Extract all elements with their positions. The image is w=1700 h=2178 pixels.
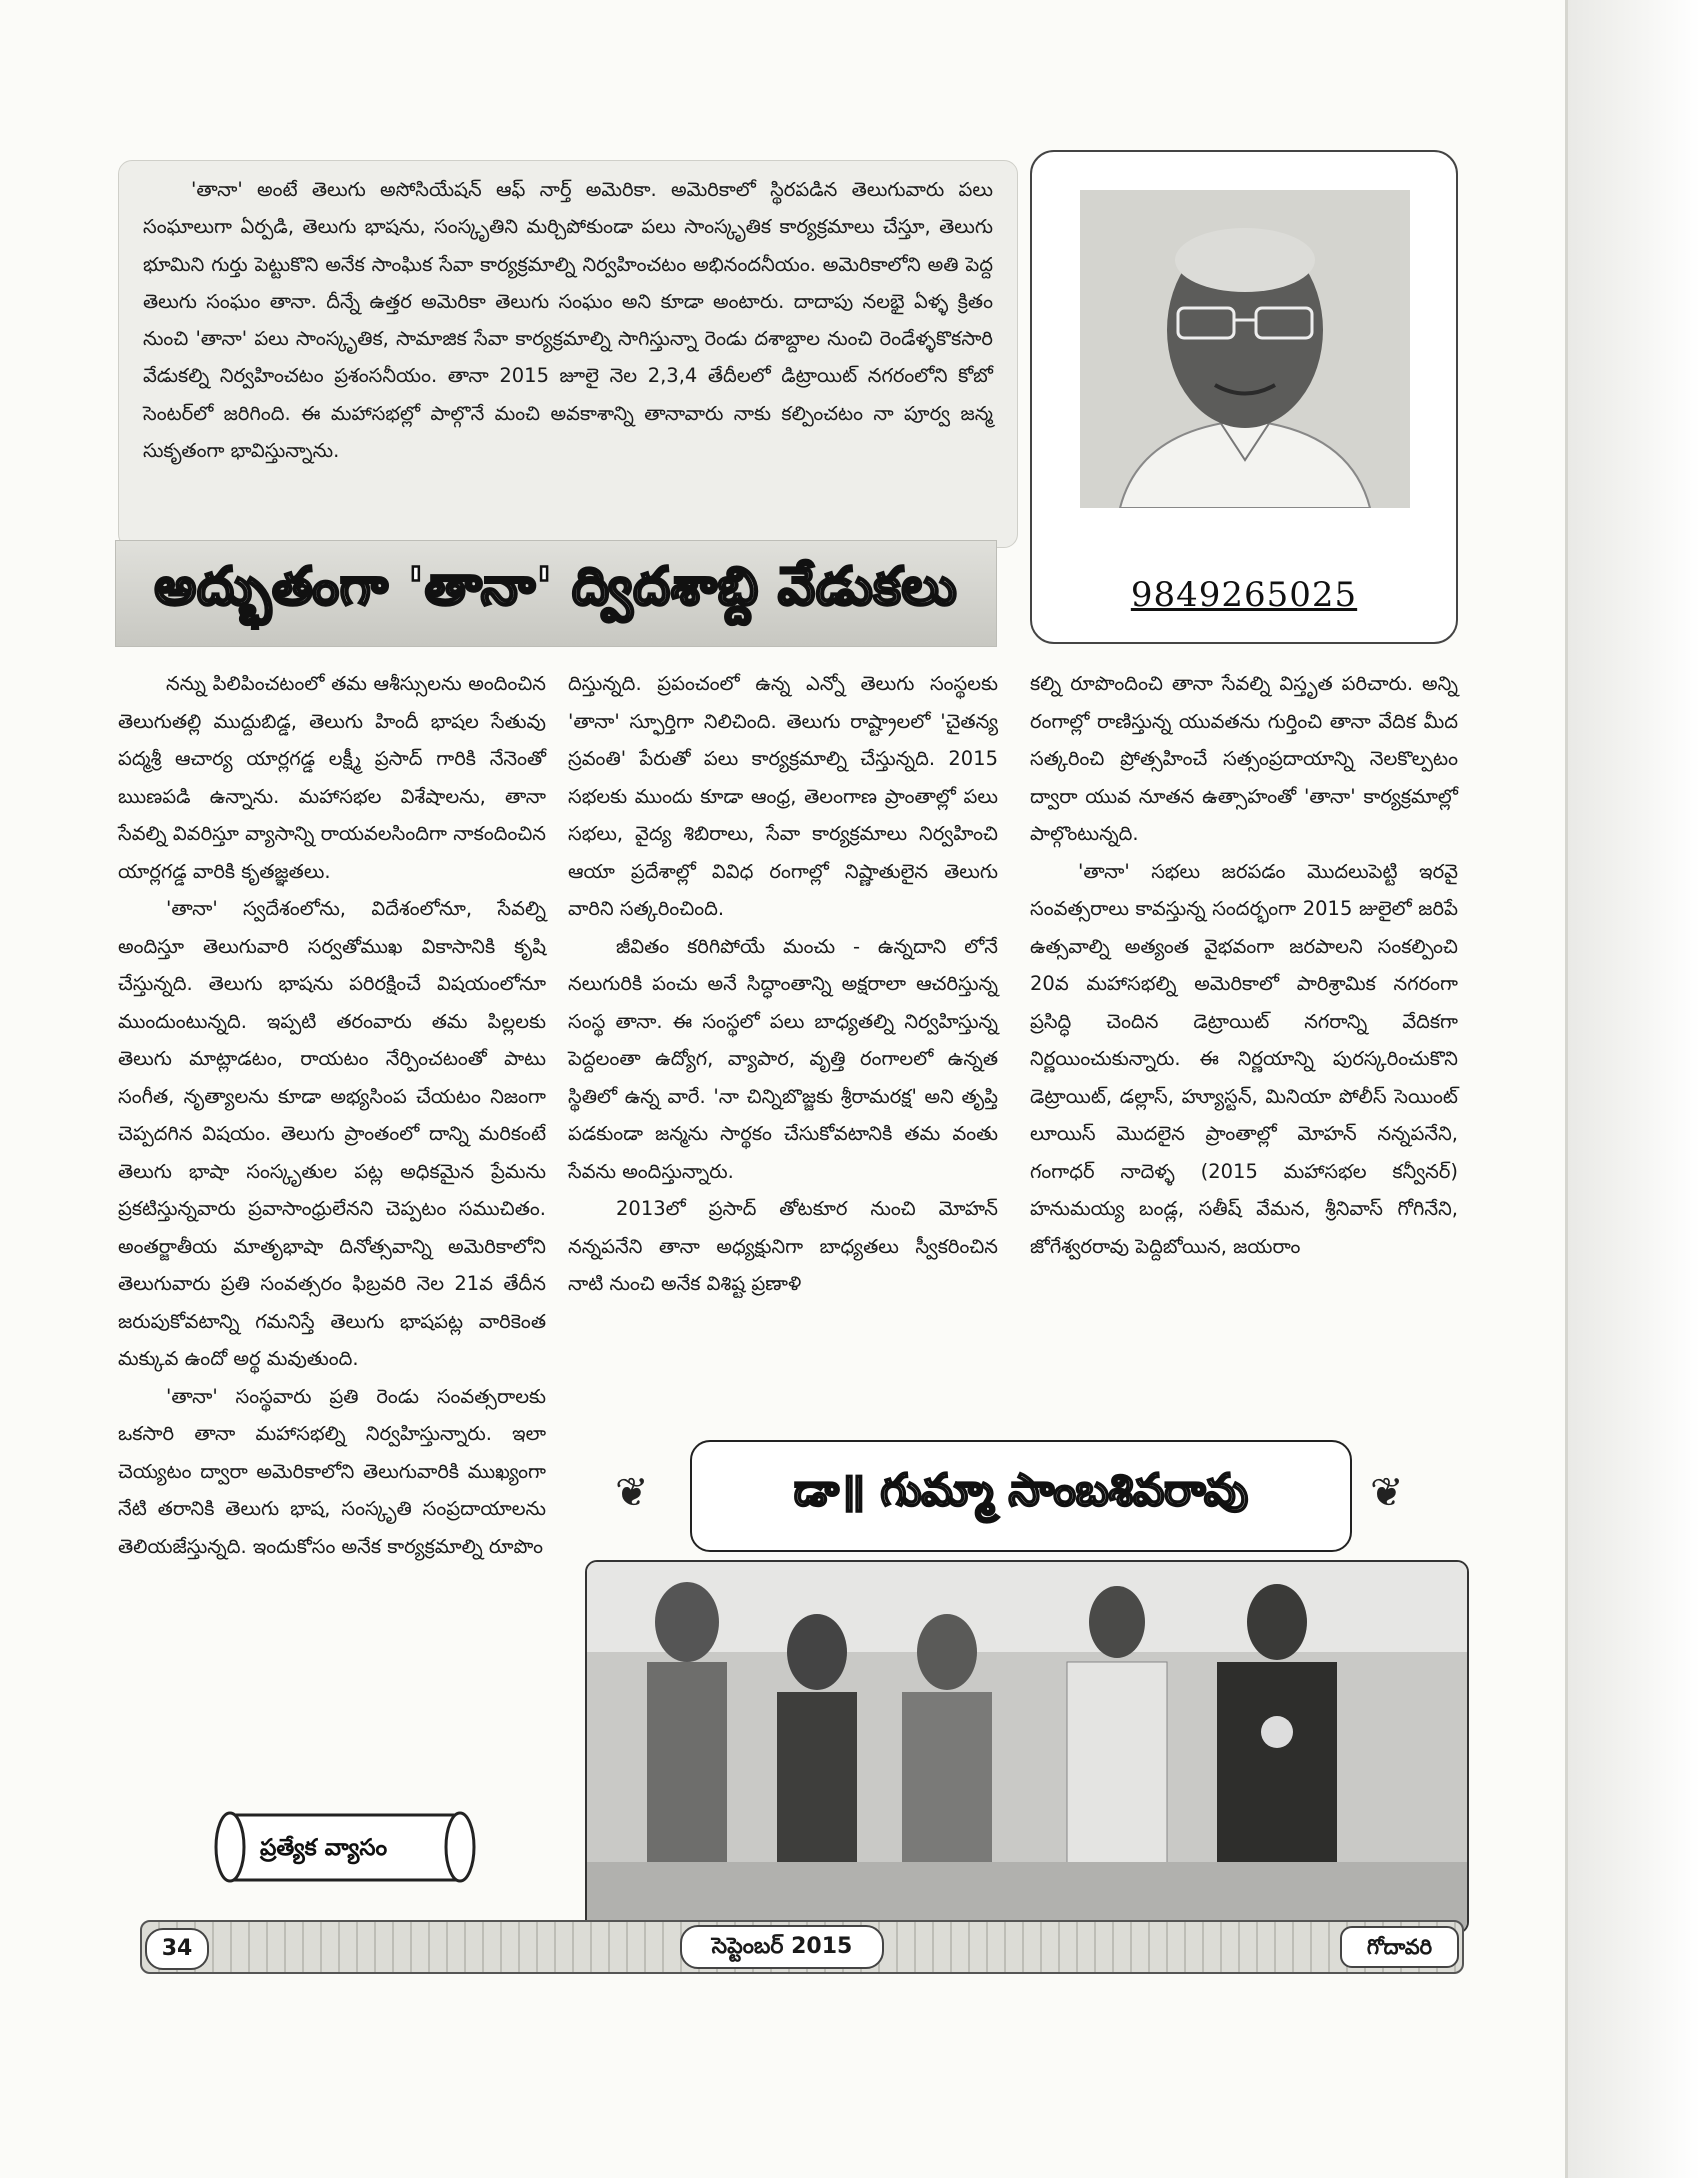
intro-box [118,160,1018,548]
column-3 [1030,665,1458,1265]
flourish-ornament-icon-right: ❦ [1370,1470,1404,1516]
magazine-name: గోదావరి [1340,1926,1459,1968]
column-3-para-1: కల్ని రూపొందించి తానా సేవల్ని విస్తృత పరిచారు. అన్ని రంగాల్లో రాణిస్తున్న యువతను గుర్తించి తానా వేదిక మీద సత్కరించి ప్రోత్సహించే సత్సంప్రదాయాన్ని నెలకొల్పటం ద్వారా యువ నూతన ఉత్సాహంతో 'తానా' కార్యక్రమాల్లో పాల్గొంటున్నది. [1030,672,1458,845]
issue-date: సెప్టెంబర్ 2015 [680,1925,884,1969]
event-group-photo [585,1560,1469,1934]
column-1-para-1: నన్ను పిలిపించటంలో తమ ఆశీస్సులను అందించిన తెలుగుతల్లి ముద్దుబిడ్డ, తెలుగు హిందీ భాషల సేతువు పద్మశ్రీ ఆచార్య యార్లగడ్డ లక్ష్మీ ప్రసాద్ గారికి నేనెంతో ఋణపడి ఉన్నాను. మహాసభల విశేషాలను, తానా సేవల్ని వివరిస్తూ వ్యాసాన్ని రాయవలసిందిగా నాకందించిన యార్లగడ్డ వారికి కృతజ్ఞతలు. [118,672,546,883]
page-edge [1568,0,1700,2178]
column-1-para-3: 'తానా' సంస్థవారు ప్రతి రెండు సంవత్సరాలకు ఒకసారి తానా మహాసభల్ని నిర్వహిస్తున్నారు. ఇలా చెయ్యటం ద్వారా అమెరికాలోని తెలుగువారికి ముఖ్యంగా నేటి తరానికి తెలుగు భాష, సంస్కృతి సంప్రదాయాలను తెలియజేస్తున్నది. ఇందుకోసం అనేక కార్యక్రమాల్ని రూపొం [118,1384,546,1558]
author-photo-frame [1030,150,1458,644]
column-3-para-2: 'తానా' సభలు జరపడం మొదలుపెట్టి ఇరవై సంవత్సరాలు కావస్తున్న సందర్భంగా 2015 జులైలో జరిపే ఉత్సవాల్ని అత్యంత వైభవంగా జరపాలని సంకల్పించి 20వ మహాసభల్ని అమెరికాలో పారిశ్రామిక నగరంగా ప్రసిద్ధి చెందిన డెట్రాయిట్ నగరాన్ని వేదికగా నిర్ణయించుకున్నారు. ఈ నిర్ణయాన్ని పురస్కరించుకొని డెట్రాయిట్, డల్లాస్, హ్యూస్టన్, మినియా పోలీస్ సెయింట్ లూయిస్ మొదలైన ప్రాంతాల్లో మోహన్ నన్నపనేని, గంగాధర్ నాదెళ్ళ (2015 మహాసభల కన్వీనర్) హనుమయ్య బండ్ల, సతీష్ వేమన, శ్రీనివాస్ గోగినేని, జోగేశ్వరరావు పెద్దిబోయిన, జయరాం [1030,859,1458,1258]
phone-number: 9849265025 [1130,575,1358,615]
page-number: 34 [145,1928,209,1970]
column-1-para-2: 'తానా' స్వదేశంలోను, విదేశంలోనూ, సేవల్ని అందిస్తూ తెలుగువారి సర్వతోముఖ వికాసానికి కృషి చేస్తున్నది. తెలుగు భాషను పరిరక్షించే విషయంలోనూ ముందుంటున్నది. ఇప్పటి తరంవారు తమ పిల్లలకు తెలుగు మాట్లాడటం, రాయటం నేర్పించటంతో పాటు సంగీత, నృత్యాలను కూడా అభ్యసింప చేయటం నిజంగా చెప్పదగిన విషయం. తెలుగు ప్రాంతంలో దాన్ని మరికంటే తెలుగు భాషా సంస్కృతుల పట్ల అధికమైన ప్రేమను ప్రకటిస్తున్నవారు ప్రవాసాంధ్రులేనని చెప్పటం సముచితం. అంతర్జాతీయ మాతృభాషా దినోత్సవాన్ని అమెరికాలోని తెలుగువారు ప్రతి సంవత్సరం ఫిబ్రవరి నెల 21వ తేదీన జరుపుకోవటాన్ని గమనిస్తే తెలుగు భాషపట్ల వారికెంత మక్కువ ఉందో అర్థ మవుతుంది. [118,897,546,1370]
column-1 [118,665,546,1565]
article-headline [115,540,997,647]
flourish-ornament-icon-left: ❦ [615,1470,649,1516]
author-byline [690,1440,1352,1552]
column-2-para-2: జీవితం కరిగిపోయే మంచు - ఉన్నదాని లోనే నలుగురికి పంచు అనే సిద్ధాంతాన్ని అక్షరాలా ఆచరిస్తున్న సంస్థ తానా. ఈ సంస్థలో పలు బాధ్యతల్ని నిర్వహిస్తున్న పెద్దలంతా ఉద్యోగ, వ్యాపార, వృత్తి రంగాలలో ఉన్నత స్థితిలో ఉన్న వారే. 'నా చిన్నిబొజ్జకు శ్రీరామరక్ష' అని తృప్తి పడకుండా జన్మను సార్థకం చేసుకోవటానికి తమ వంతు సేవను అందిస్తున్నారు. [568,934,998,1183]
column-2-para-3: 2013లో ప్రసాద్ తోటకూర నుంచి మోహన్ నన్నపనేని తానా అధ్యక్షునిగా బాధ్యతలు స్వీకరించిన నాటి నుంచి అనేక విశిష్ట ప్రణాళి [568,1197,998,1295]
column-2 [568,665,998,1303]
event-photo-icon [587,1562,1467,1932]
intro-text: 'తానా' అంటే తెలుగు అసోసియేషన్ ఆఫ్ నార్త్ అమెరికా. అమెరికాలో స్థిరపడిన తెలుగువారు పలు సంఘాలుగా ఏర్పడి, తెలుగు భాషను, సంస్కృతిని మర్చిపోకుండా పలు సాంస్కృతిక కార్యక్రమాలు చేస్తూ, తెలుగు భూమిని గుర్తు పెట్టుకొని అనేక సాంఘిక సేవా కార్యక్రమాల్ని నిర్వహించటం అభినందనీయం. అమెరికాలోని అతి పెద్ద తెలుగు సంఘం తానా. దీన్నే ఉత్తర అమెరికా తెలుగు సంఘం అని కూడా అంటారు. దాదాపు నలభై ఏళ్ళ క్రితం నుంచి 'తానా' పలు సాంస్కృతిక, సామాజిక సేవా కార్యక్రమాల్ని సాగిస్తున్నా రెండు దశాబ్దాల నుంచి రెండేళ్ళకొకసారి వేడుకల్ని నిర్వహించటం ప్రశంసనీయం. తానా 2015 జూలై నెల 2,3,4 తేదీలలో డిట్రాయిట్ నగరంలోని కోబో సెంటర్‌లో జరిగింది. ఈ మహాసభల్లో పాల్గొనే మంచి అవకాశాన్ని తానావారు నాకు కల్పించటం నా పూర్వ జన్మ సుకృతంగా భావిస్తున్నాను. [143,178,993,463]
headline-text: అద్భుతంగా 'తానా' ద్విదశాబ్ది వేడుకలు [154,557,958,617]
portrait-icon [1080,190,1410,508]
byline-text: డా॥ గుమ్మా సాంబశివరావు [793,1465,1249,1516]
author-portrait-photo [1080,190,1410,508]
section-label: ప్రత్యేక వ్యాసం [260,1835,388,1861]
column-2-para-1: దిస్తున్నది. ప్రపంచంలో ఉన్న ఎన్నో తెలుగు సంస్థలకు 'తానా' స్ఫూర్తిగా నిలిచింది. తెలుగు రాష్ట్రాలలో 'చైతన్య స్రవంతి' పేరుతో పలు కార్యక్రమాల్ని చేస్తున్నది. 2015 సభలకు ముందు కూడా ఆంధ్ర, తెలంగాణ ప్రాంతాల్లో పలు సభలు, వైద్య శిబిరాలు, సేవా కార్యక్రమాలు నిర్వహించి ఆయా ప్రదేశాల్లో వివిధ రంగాల్లో నిష్ణాతులైన తెలుగు వారిని సత్కరించింది. [568,672,998,920]
